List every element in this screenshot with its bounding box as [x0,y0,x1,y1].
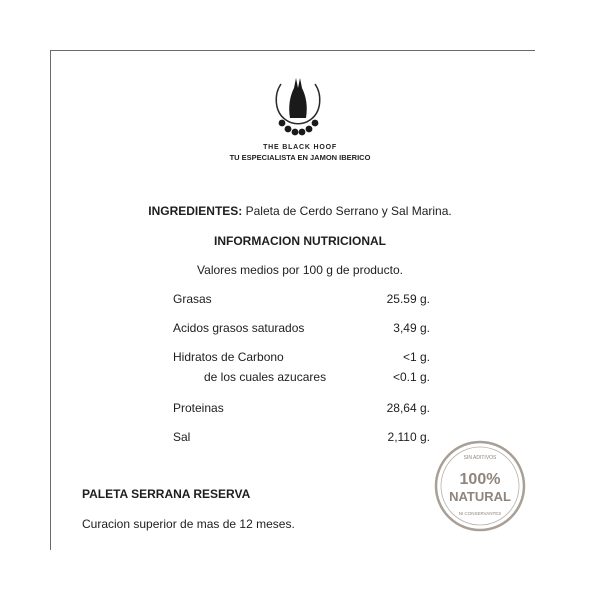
nutrition-title: INFORMACION NUTRICIONAL [214,234,386,248]
seal-bottom-text: NI CONSERVANTES [458,511,502,516]
nutrient-value: 3,49 g. [393,321,430,335]
nutrition-row-azucares [0,370,600,386]
nutrition-row-proteinas [0,401,600,417]
brand-tagline: TU ESPECIALISTA EN JAMON IBERICO [229,153,371,162]
nutrient-value: <1 g. [402,350,430,364]
nutrition-row-saturados [0,321,600,337]
nutrient-value: 25.59 g. [386,292,430,306]
nutrient-label: Acidos grasos saturados [173,321,305,335]
nutrition-row-grasas [0,292,600,308]
nutrition-row-hidratos [0,350,600,366]
product-name: PALETA SERRANA RESERVA [82,487,251,501]
ingredients-line [0,204,600,218]
ingredients-text: Paleta de Cerdo Serrano y Sal Marina. [245,204,452,218]
seal-natural-word: NATURAL [449,489,511,504]
nutrient-label: Grasas [173,292,212,306]
ingredients-label: INGREDIENTES: [148,204,243,218]
curing-description: Curacion superior de mas de 12 meses. [82,517,295,531]
natural-seal-badge [434,440,526,532]
hoof-logo-icon [268,74,328,140]
nutrient-label: Proteinas [173,401,224,415]
nutrient-label: Sal [173,430,191,444]
nutrition-subtitle: Valores medios por 100 g de producto. [197,263,403,277]
brand-name: THE BLACK HOOF [263,144,337,151]
nutrient-label: Hidratos de Carbono [173,350,284,364]
frame-top-border [50,50,535,51]
nutrient-value: <0.1 g. [392,370,430,384]
nutrient-label: de los cuales azucares [204,370,327,384]
seal-percent: 100% [459,471,501,488]
seal-top-text: SIN ADITIVOS [463,455,497,461]
nutrient-value: 28,64 g. [386,401,430,415]
nutrient-value: 2,110 g. [387,430,430,444]
